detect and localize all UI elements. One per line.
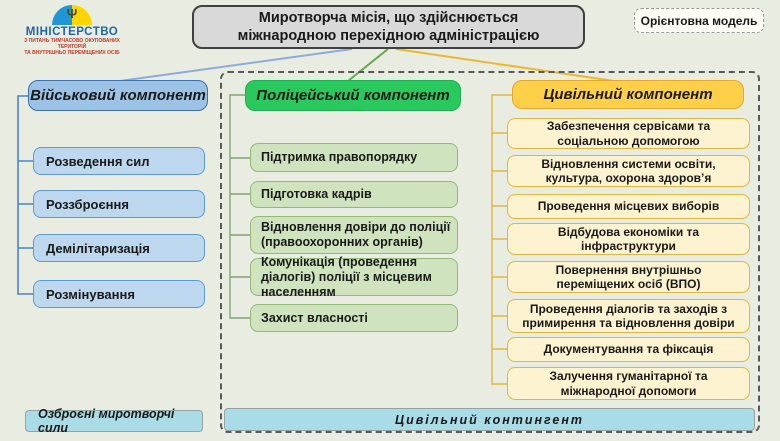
military-item: Демілітаризація [33, 234, 205, 262]
civilian-component-header: Цивільний компонент [512, 80, 744, 109]
police-item: Захист власності [250, 304, 458, 332]
police-item: Підготовка кадрів [250, 181, 458, 208]
model-badge: Орієнтовна модель [634, 8, 764, 33]
armed-peacekeeping-forces-label: Озброєні миротворчі сили [25, 410, 203, 432]
ministry-logo [12, 5, 132, 56]
ministry-name: МІНІСТЕРСТВО [25, 26, 119, 38]
civilian-item: Забезпечення сервісами та соціальною допомогою [507, 118, 750, 149]
police-item: Комунікація (проведення діалогів) поліції з місцевим населенням [250, 258, 458, 296]
police-item: Відновлення довіри до поліції (правоохоронних органів) [250, 216, 458, 254]
military-item: Роззброєння [33, 190, 205, 218]
civilian-item: Відновлення системи освіти, культура, охорона здоров’я [507, 155, 750, 187]
civilian-item: Проведення діалогів та заходів з примирення та відновлення довіри [507, 299, 750, 333]
civilian-item: Залучення гуманітарної та міжнародної допомоги [507, 367, 750, 400]
ministry-subtitle-line2: ТА ВНУТРІШНЬО ПЕРЕМІЩЕНИХ ОСІБ [24, 50, 120, 56]
diagram-title: Миротворча місія, що здійснюється міжнародною перехідною адміністрацією [192, 5, 585, 49]
flag-arc-icon [52, 5, 92, 25]
police-component-header: Поліцейський компонент [245, 80, 461, 111]
civilian-item: Повернення внутрішньо переміщених осіб (ВПО) [507, 261, 750, 293]
military-component-header: Військовий компонент [28, 80, 208, 111]
civilian-item: Проведення місцевих виборів [507, 194, 750, 219]
civilian-item: Документування та фіксація [507, 337, 750, 362]
civil-contingent-label: Цивільний контингент [224, 408, 755, 431]
military-item: Розмінування [33, 280, 205, 308]
trident-icon: Ψ [66, 6, 78, 21]
military-bracket [18, 96, 33, 294]
police-item: Підтримка правопорядку [250, 143, 458, 172]
ministry-subtitle-line1: З ПИТАНЬ ТИМЧАСОВО ОКУПОВАНИХ ТЕРИТОРІЙ [24, 38, 120, 50]
military-item: Розведення сил [33, 147, 205, 175]
civilian-item: Відбудова економіки та інфраструктури [507, 223, 750, 255]
